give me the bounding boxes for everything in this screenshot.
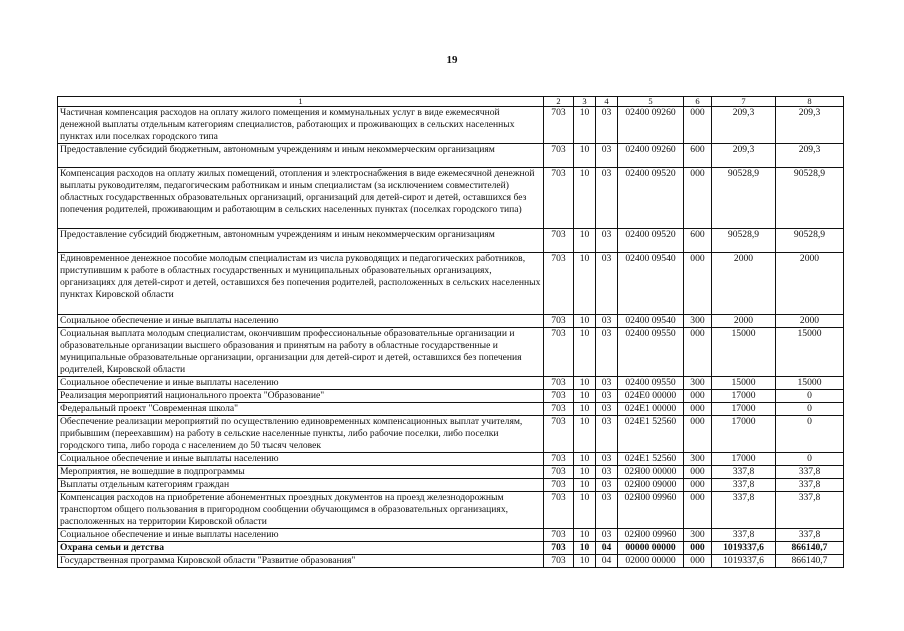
- cell-col8: 209,3: [776, 144, 844, 168]
- cell-col2: 703: [544, 492, 574, 529]
- cell-col7: 15000: [712, 328, 776, 377]
- cell-col3: 10: [574, 390, 596, 403]
- cell-col5: 02400 09540: [618, 253, 684, 315]
- row-name: Единовременное денежное пособие молодым специалистам из числа руководящих и педагогических работников, приступившим к работе в областных государственных и муниципальных образовательных организациях, организациях для детей-сирот и детей, оставшихся без попечения родителей, расположенных в сельских населенных пунктах Кировской области: [58, 253, 544, 315]
- table-row: [58, 377, 844, 390]
- cell-col6: 300: [684, 453, 712, 466]
- cell-col5: 00000 00000: [618, 542, 684, 555]
- cell-col5: 024E0 00000: [618, 390, 684, 403]
- cell-col8: 337,8: [776, 466, 844, 479]
- cell-col4: 03: [596, 529, 618, 542]
- row-name: Социальное обеспечение и иные выплаты населению: [58, 453, 544, 466]
- cell-col8: 2000: [776, 315, 844, 328]
- cell-col2: 703: [544, 542, 574, 555]
- cell-col5: 02Я00 09000: [618, 479, 684, 492]
- table-row: [58, 229, 844, 253]
- page-number: 19: [446, 54, 458, 66]
- cell-col5: 02Я00 00000: [618, 466, 684, 479]
- cell-col3: 10: [574, 107, 596, 144]
- table-row: [58, 403, 844, 416]
- cell-col3: 10: [574, 555, 596, 568]
- cell-col5: 02Я00 09960: [618, 529, 684, 542]
- row-name: Обеспечение реализации мероприятий по осуществлению единовременных компенсационных выплат учителям, прибывшим (переехавшим) на работу в сельские населенные пункты, либо рабочие поселки, либо поселки городского типа, либо города с населением до 50 тысяч человек: [58, 416, 544, 453]
- cell-col8: 209,3: [776, 107, 844, 144]
- cell-col7: 15000: [712, 377, 776, 390]
- cell-col8: 337,8: [776, 479, 844, 492]
- cell-col8: 0: [776, 453, 844, 466]
- cell-col5: 024E1 52560: [618, 453, 684, 466]
- cell-col8: 0: [776, 403, 844, 416]
- table-row: [58, 168, 844, 229]
- cell-col6: 000: [684, 403, 712, 416]
- cell-col5: 02400 09550: [618, 328, 684, 377]
- cell-col7: 337,8: [712, 492, 776, 529]
- table-row: [58, 529, 844, 542]
- cell-col8: 0: [776, 390, 844, 403]
- row-name: Социальное обеспечение и иные выплаты населению: [58, 529, 544, 542]
- cell-col4: 03: [596, 107, 618, 144]
- cell-col7: 337,8: [712, 466, 776, 479]
- cell-col4: 03: [596, 168, 618, 229]
- cell-col7: 2000: [712, 315, 776, 328]
- cell-col2: 703: [544, 390, 574, 403]
- cell-col6: 000: [684, 466, 712, 479]
- cell-col2: 703: [544, 107, 574, 144]
- cell-col7: 2000: [712, 253, 776, 315]
- header-cell: 2: [544, 97, 574, 107]
- cell-col7: 209,3: [712, 144, 776, 168]
- row-name: Государственная программа Кировской области "Развитие образования": [58, 555, 544, 568]
- cell-col8: 866140,7: [776, 555, 844, 568]
- cell-col8: 0: [776, 416, 844, 453]
- table-row: [58, 390, 844, 403]
- table-row: [58, 479, 844, 492]
- row-name: Предоставление субсидий бюджетным, автономным учреждениям и иным некоммерческим организациям: [58, 144, 544, 168]
- cell-col4: 03: [596, 453, 618, 466]
- budget-table: [57, 96, 844, 568]
- cell-col4: 03: [596, 328, 618, 377]
- cell-col4: 03: [596, 466, 618, 479]
- cell-col7: 337,8: [712, 479, 776, 492]
- cell-col6: 000: [684, 168, 712, 229]
- cell-col3: 10: [574, 377, 596, 390]
- cell-col6: 000: [684, 390, 712, 403]
- cell-col5: 02000 00000: [618, 555, 684, 568]
- cell-col2: 703: [544, 144, 574, 168]
- cell-col8: 337,8: [776, 529, 844, 542]
- table-row: [58, 144, 844, 168]
- cell-col8: 337,8: [776, 492, 844, 529]
- row-name: Реализация мероприятий национального проекта "Образование": [58, 390, 544, 403]
- cell-col5: 02400 09540: [618, 315, 684, 328]
- cell-col2: 703: [544, 315, 574, 328]
- row-name: Компенсация расходов на оплату жилых помещений, отопления и электроснабжения в виде ежемесячной денежной выплаты руководителям, педагогическим работникам и иным специалистам (за исключением совместителей) областных государственных образовательных организаций, организаций для детей-сирот и детей, оставшихся без попечения родителей, проживающим и работающим в сельских населенных пунктах (поселках городского типа): [58, 168, 544, 229]
- cell-col2: 703: [544, 479, 574, 492]
- table-row: [58, 453, 844, 466]
- cell-col4: 03: [596, 315, 618, 328]
- header-cell: 5: [618, 97, 684, 107]
- row-name: Мероприятия, не вошедшие в подпрограммы: [58, 466, 544, 479]
- cell-col5: 02400 09550: [618, 377, 684, 390]
- cell-col2: 703: [544, 403, 574, 416]
- cell-col5: 02400 09520: [618, 229, 684, 253]
- table-row: [58, 253, 844, 315]
- cell-col3: 10: [574, 453, 596, 466]
- cell-col7: 17000: [712, 416, 776, 453]
- cell-col3: 10: [574, 144, 596, 168]
- cell-col7: 337,8: [712, 529, 776, 542]
- cell-col3: 10: [574, 492, 596, 529]
- cell-col6: 300: [684, 315, 712, 328]
- cell-col7: 1019337,6: [712, 542, 776, 555]
- cell-col3: 10: [574, 328, 596, 377]
- cell-col2: 703: [544, 229, 574, 253]
- row-name: Предоставление субсидий бюджетным, автономным учреждениям и иным некоммерческим организациям: [58, 229, 544, 253]
- cell-col4: 03: [596, 403, 618, 416]
- cell-col2: 703: [544, 377, 574, 390]
- cell-col4: 03: [596, 144, 618, 168]
- table-row: [58, 542, 844, 555]
- cell-col7: 1019337,6: [712, 555, 776, 568]
- cell-col3: 10: [574, 466, 596, 479]
- cell-col5: 024E1 00000: [618, 403, 684, 416]
- header-cell: 6: [684, 97, 712, 107]
- table-row: [58, 328, 844, 377]
- cell-col2: 703: [544, 555, 574, 568]
- cell-col3: 10: [574, 253, 596, 315]
- cell-col6: 000: [684, 479, 712, 492]
- cell-col5: 024E1 52560: [618, 416, 684, 453]
- row-name: Социальная выплата молодым специалистам, окончившим профессиональные образовательные организации и образовательные организации высшего образования и принятым на работу в областные государственные и муниципальные образовательные организации, организации для детей-сирот и детей, оставшихся без попечения родителей, Кировской области: [58, 328, 544, 377]
- cell-col2: 703: [544, 529, 574, 542]
- cell-col7: 209,3: [712, 107, 776, 144]
- cell-col3: 10: [574, 168, 596, 229]
- cell-col2: 703: [544, 328, 574, 377]
- cell-col4: 04: [596, 542, 618, 555]
- row-name: Охрана семьи и детства: [58, 542, 544, 555]
- cell-col3: 10: [574, 529, 596, 542]
- cell-col6: 000: [684, 107, 712, 144]
- cell-col3: 10: [574, 479, 596, 492]
- cell-col6: 300: [684, 377, 712, 390]
- table-row: [58, 492, 844, 529]
- cell-col2: 703: [544, 416, 574, 453]
- cell-col2: 703: [544, 453, 574, 466]
- table-row: [58, 466, 844, 479]
- cell-col4: 03: [596, 492, 618, 529]
- cell-col6: 000: [684, 416, 712, 453]
- cell-col5: 02Я00 09960: [618, 492, 684, 529]
- cell-col4: 03: [596, 229, 618, 253]
- cell-col8: 866140,7: [776, 542, 844, 555]
- table-row: [58, 555, 844, 568]
- cell-col4: 03: [596, 253, 618, 315]
- cell-col4: 03: [596, 377, 618, 390]
- cell-col8: 15000: [776, 328, 844, 377]
- header-row: [58, 97, 844, 107]
- cell-col3: 10: [574, 229, 596, 253]
- cell-col5: 02400 09260: [618, 144, 684, 168]
- cell-col8: 15000: [776, 377, 844, 390]
- cell-col7: 17000: [712, 453, 776, 466]
- cell-col8: 2000: [776, 253, 844, 315]
- cell-col8: 90528,9: [776, 229, 844, 253]
- cell-col8: 90528,9: [776, 168, 844, 229]
- cell-col6: 000: [684, 542, 712, 555]
- cell-col2: 703: [544, 253, 574, 315]
- cell-col4: 03: [596, 479, 618, 492]
- cell-col6: 000: [684, 555, 712, 568]
- cell-col6: 000: [684, 328, 712, 377]
- header-cell: 8: [776, 97, 844, 107]
- row-name: Компенсация расходов на приобретение абонементных проездных документов на проезд железнодорожным транспортом общего пользования в пригородном сообщении обучающимся в образовательных организациях, расположенных на территории Кировской области: [58, 492, 544, 529]
- cell-col5: 02400 09520: [618, 168, 684, 229]
- cell-col7: 90528,9: [712, 229, 776, 253]
- header-cell: 3: [574, 97, 596, 107]
- header-cell: 7: [712, 97, 776, 107]
- cell-col3: 10: [574, 315, 596, 328]
- cell-col6: 600: [684, 229, 712, 253]
- header-cell: 1: [58, 97, 544, 107]
- cell-col4: 04: [596, 555, 618, 568]
- row-name: Федеральный проект "Современная школа": [58, 403, 544, 416]
- cell-col4: 03: [596, 390, 618, 403]
- cell-col4: 03: [596, 416, 618, 453]
- cell-col6: 000: [684, 253, 712, 315]
- table-row: [58, 315, 844, 328]
- cell-col6: 600: [684, 144, 712, 168]
- cell-col3: 10: [574, 403, 596, 416]
- cell-col7: 17000: [712, 403, 776, 416]
- cell-col6: 000: [684, 492, 712, 529]
- cell-col2: 703: [544, 466, 574, 479]
- cell-col7: 17000: [712, 390, 776, 403]
- cell-col6: 300: [684, 529, 712, 542]
- cell-col2: 703: [544, 168, 574, 229]
- cell-col3: 10: [574, 542, 596, 555]
- cell-col3: 10: [574, 416, 596, 453]
- table-row: [58, 416, 844, 453]
- cell-col5: 02400 09260: [618, 107, 684, 144]
- row-name: Социальное обеспечение и иные выплаты населению: [58, 315, 544, 328]
- row-name: Выплаты отдельным категориям граждан: [58, 479, 544, 492]
- cell-col7: 90528,9: [712, 168, 776, 229]
- table-row: [58, 107, 844, 144]
- header-cell: 4: [596, 97, 618, 107]
- row-name: Социальное обеспечение и иные выплаты населению: [58, 377, 544, 390]
- row-name: Частичная компенсация расходов на оплату жилого помещения и коммунальных услуг в виде ежемесячной денежной выплаты отдельным категориям специалистов, работающих и проживающих в сельских населенных пунктах или поселках городского типа: [58, 107, 544, 144]
